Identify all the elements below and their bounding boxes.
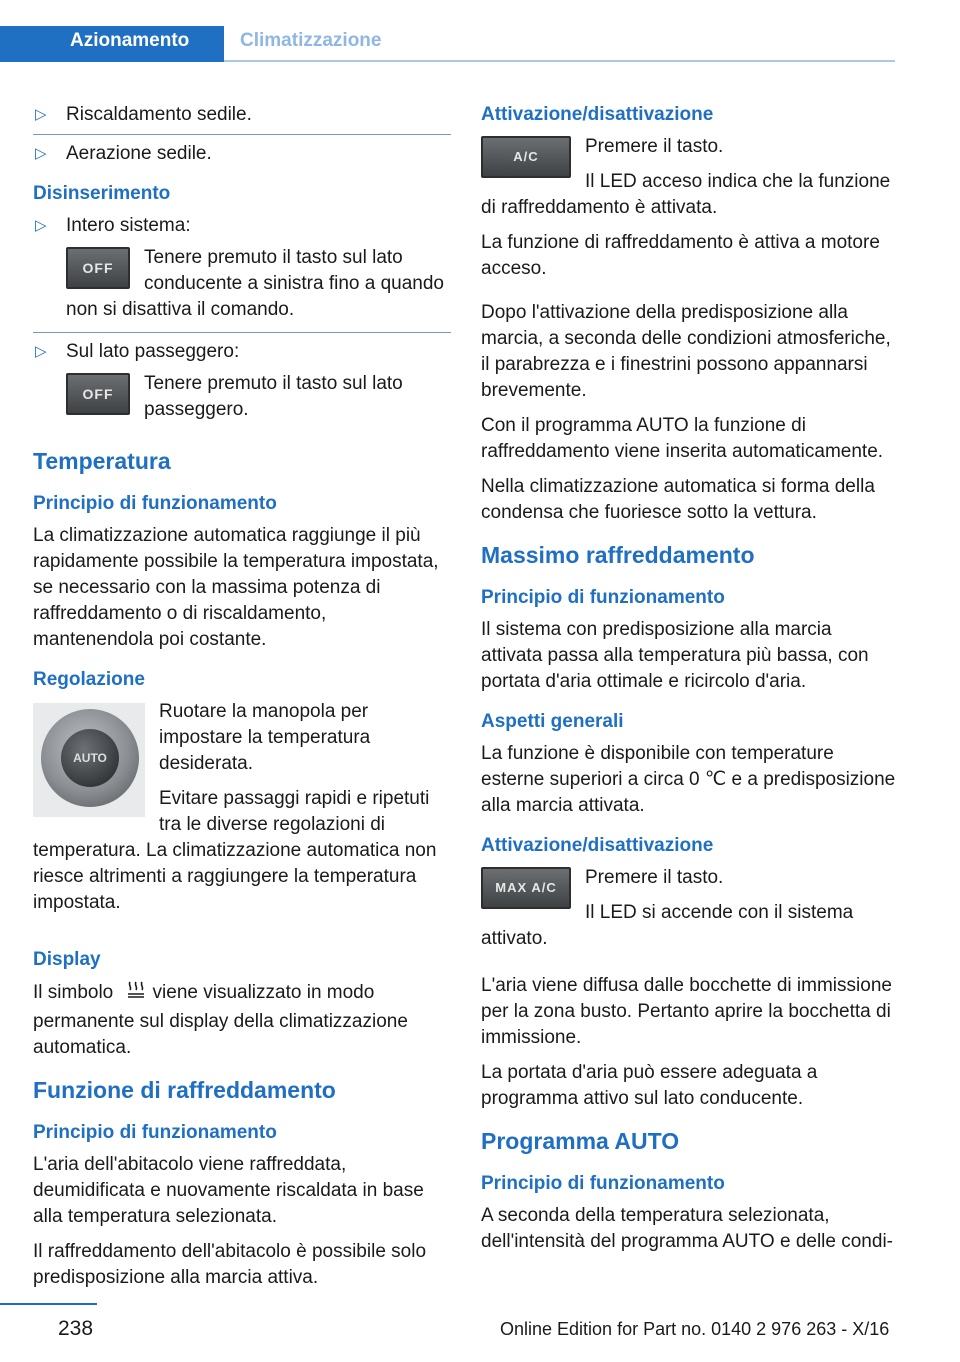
bullet-riscaldamento: ▷ Riscaldamento sedile. [33,102,451,128]
led-1: Il LED acceso indica che la funzione di raffreddamento è attivata. [481,171,891,218]
regolazione-p1: Ruotare la manopola per impostare la temperatura desiderata. [159,701,371,774]
principio2-p1: L'aria dell'abitacolo viene raffreddata, deumidificata e nuovamente riscaldata in base alla temperatura selezionata. [33,1154,424,1227]
intero-text: Tenere premuto il tasto sul lato conducente a sinistra fino a quando non si disattiva il comando. [66,247,444,320]
divider [33,134,451,135]
fan-off-button-image: OFF [66,373,130,415]
p-attiva: La funzione di raffreddamento è attiva a motore acceso. [481,232,880,279]
passeggero-text: Tenere premuto il tasto sul lato passeggero. [144,373,403,420]
right-column [481,102,896,1264]
heading-attivazione-2: Attivazione/disattivazione [481,835,714,856]
display-text: Il simbolo viene visualizzato in modo permanente sul display della climatizzazione automatica. [33,979,451,1061]
p-portata: La portata d'aria può essere adeguata a programma attivo sul lato conducente. [481,1062,818,1109]
triangle-bullet-icon: ▷ [35,106,47,123]
bullet-aerazione: ▷ Aerazione sedile. [33,141,451,167]
triangle-bullet-icon: ▷ [35,145,47,162]
principio4-text: A seconda della temperatura selezionata, dell'intensità del programma AUTO e delle condi- [481,1205,893,1252]
p-condensa: Nella climatizzazione automatica si forma della condensa che fuoriesce sotto la vettura. [481,476,875,523]
fan-off-button-image: OFF [66,247,130,289]
edition-footer: Online Edition for Part no. 0140 2 976 263 - X/16 [500,1319,890,1339]
header-rule [224,60,895,62]
heading-display: Display [33,949,101,970]
temperature-knob-image: AUTO [33,703,145,817]
tab-azionamento: Azionamento [70,30,190,51]
principio1-text: La climatizzazione automatica raggiunge il più rapidamente possibile la temperatura impostata, se necessario con la massima potenza di raffreddamento o di riscaldamento, mantenendola poi costante. [33,525,439,650]
bullet-lato-passeggero: ▷ Sul lato passeggero: [33,339,451,365]
heading-attivazione-1: Attivazione/disattivazione [481,104,714,125]
p-auto: Con il programma AUTO la funzione di raffreddamento viene inserita automaticamente. [481,415,884,462]
aspetti-text: La funzione è disponibile con temperature esterne superiori a circa 0 ℃ e a predisposizione alla marcia attivata. [481,743,896,816]
heading-regolazione: Regolazione [33,669,145,690]
heading-principio-2: Principio di funzionamento [33,1122,277,1143]
defrost-icon [125,979,147,1009]
principio3-text: Il sistema con predisposizione alla marcia attivata passa alla temperatura più bassa, con portata d'aria ottimale e ricircolo d'aria. [481,619,869,692]
premere-1: Premere il tasto. [585,136,724,157]
principio2-p2: Il raffreddamento dell'abitacolo è possibile solo predisposizione alla marcia attiva. [33,1241,427,1288]
heading-temperatura: Temperatura [33,448,171,474]
heading-funzione-raffreddamento: Funzione di raffreddamento [33,1077,336,1103]
led-2: Il LED si accende con il sistema attivato. [481,902,854,949]
ac-button-image: A/C [481,136,571,178]
triangle-bullet-icon: ▷ [35,217,47,234]
triangle-bullet-icon: ▷ [35,343,47,360]
p-aria: L'aria viene diffusa dalle bocchette di immissione per la zona busto. Pertanto aprire la bocchetta di immissione. [481,975,892,1048]
heading-principio-3: Principio di funzionamento [481,587,725,608]
regolazione-p2: Evitare passaggi rapidi e ripetuti tra le diverse regolazioni di temperatura. La climatizzazione automatica non riesce altrimenti a raggiungere la temperatura impostata. [33,788,437,913]
footer-rule [0,1303,97,1305]
p-dopo: Dopo l'attivazione della predisposizione alla marcia, a seconda delle condizioni atmosferiche, il parabrezza e i finestrini possono appannarsi brevemente. [481,302,891,401]
heading-programma-auto: Programma AUTO [481,1128,680,1154]
heading-principio-1: Principio di funzionamento [33,493,277,514]
heading-disinserimento: Disinserimento [33,183,171,204]
left-column [33,102,451,1300]
divider [33,332,451,333]
page-number: 238 [58,1317,94,1340]
max-ac-button-image: MAX A/C [481,867,571,909]
heading-aspetti-generali: Aspetti generali [481,711,624,732]
premere-2: Premere il tasto. [585,867,724,888]
bullet-intero-sistema: ▷ Intero sistema: [33,213,451,239]
heading-principio-4: Principio di funzionamento [481,1173,725,1194]
heading-massimo-raffreddamento: Massimo raffreddamento [481,542,755,568]
tab-climatizzazione: Climatizzazione [240,30,382,51]
